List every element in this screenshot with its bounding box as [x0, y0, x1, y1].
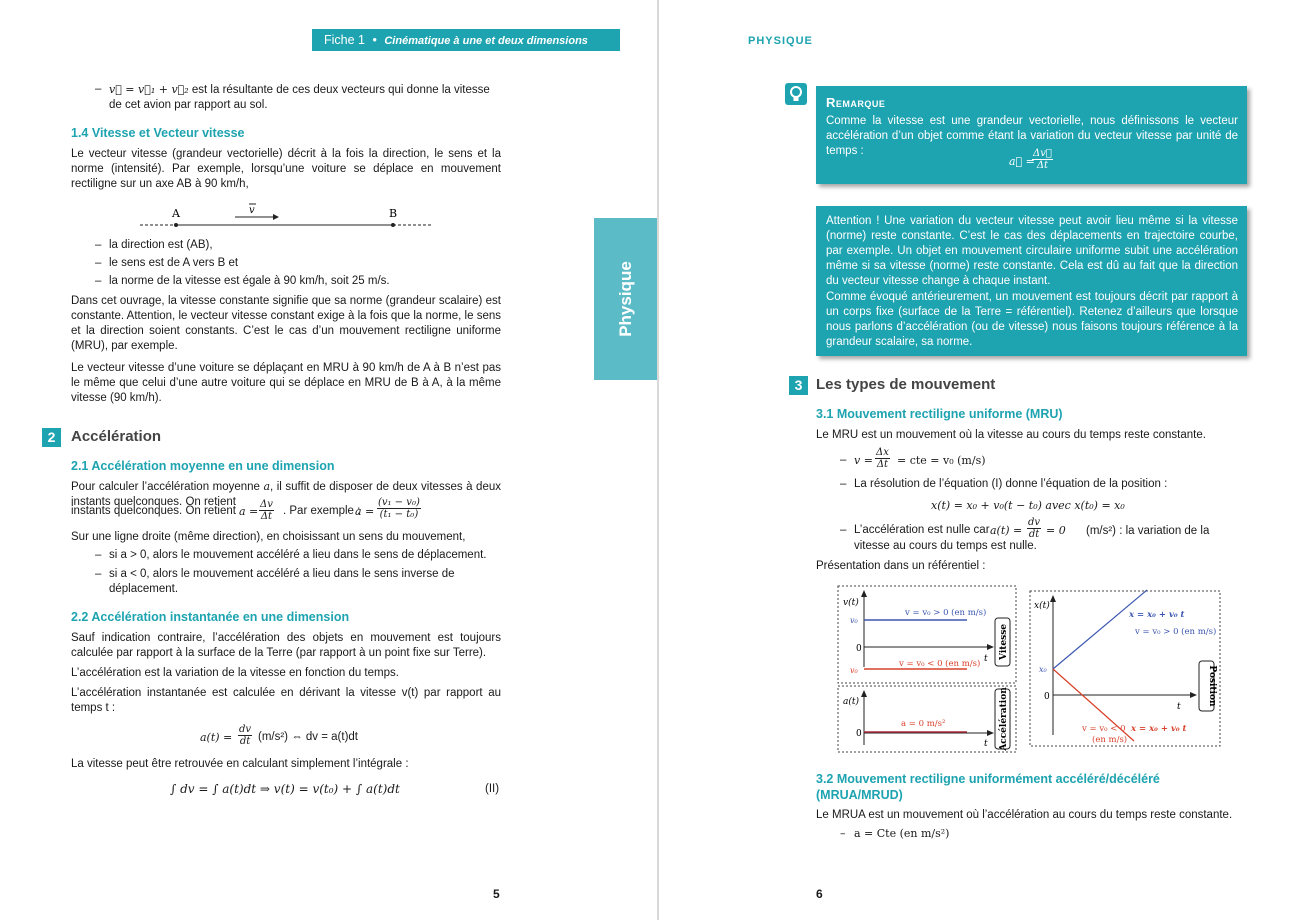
list-item: – le sens est de A vers B et [95, 256, 500, 271]
section-3-1-p2: Présentation dans un référentiel : [816, 560, 986, 572]
mru-velocity-item: – v = $\frac{\Delta x}{\Delta t}$ = cte = v₀ (m/s) [840, 447, 986, 470]
section-1-4-p3: Le vecteur vitesse d’une voiture se déplaçant en MRU à 90 km/h de A à B n’est pas le même que celui d’une autre voiture qui se déplace en MRU de B à A, à la même vitesse (90 km/h). [71, 362, 501, 404]
mean-accel-fraction: $\frac{\Delta v}{\Delta t}$ [260, 499, 273, 522]
x-negative-equation: x = x₀ + v₀ t [1131, 724, 1187, 734]
equation-tag-ii: (II) [485, 783, 500, 795]
derivative-equation: a(t) = $\frac{dv}{dt}$ (m/s²) ⇔ dv = a(t)dt [200, 724, 358, 747]
x-negative-unit: (en m/s) [1092, 735, 1128, 745]
section-3-number: 3 [789, 376, 808, 395]
intro-bullet [95, 82, 500, 113]
section-2-1-title: 2.1 Accélération moyenne en une dimension [71, 459, 335, 473]
section-2-2-p3: L’accélération instantanée est calculée en dérivant la vitesse v(t) par rapport au temps t : [71, 687, 501, 714]
section-1-4-p1: Le vecteur vitesse (grandeur vectorielle) décrit à la fois la direction, le sens et la norme (intensité). Par exemple, lorsqu’une voiture se déplace en mouvement rectiligne sur un axe AB à 90 km/h, [71, 148, 501, 190]
section-2-1-formulas: instants quelconques. On retient a = $\frac{\Delta v}{\Delta t}$ . Par exemple : a = $\frac{\text{(v₁ − v₀)}}{\text{(t₁ − t₀)}}$ [71, 497, 420, 522]
attention-p1: Attention ! Une variation du vecteur vitesse peut avoir lieu même si la vitesse (norme) reste constante. C’est le cas des déplacements en trajectoire courbe, par exemple. Un objet en mouvement circulaire uniforme subit une accélération même si sa vitesse (norme) reste constante. Cela est dû au fait que la direction du vecteur vitesse change à chaque instant. [826, 215, 1238, 287]
example-fraction: $\frac{\text{(v₁ − v₀)}}{\text{(t₁ − t₀)}}$ [378, 497, 420, 520]
fiche-header [312, 29, 620, 51]
section-3-2-p1: Le MRUA est un mouvement où l’accélération au cours du temps reste constante. [816, 809, 1233, 821]
section-2-2-p1: Sauf indication contraire, l’accélération des objets en mouvement est toujours calculée par rapport à la surface de la Terre (par rapport à un point fixe sur Terre). [71, 632, 501, 659]
section-1-4-p2: Dans cet ouvrage, la vitesse constante signifie que sa norme (grandeur scalaire) est constante. Attention, le vecteur vitesse constant exige à la fois que la norme, le sens et la direction soient constants. C’est le cas d’un mouvement rectiligne uniforme (MRU), par exemple. [71, 295, 501, 352]
physique-side-tab [594, 218, 657, 380]
v-positive-label: v = v₀ > 0 (en m/s) [905, 608, 987, 618]
fiche-number: Fiche 1 [324, 33, 365, 47]
section-3-1-title: 3.1 Mouvement rectiligne uniforme (MRU) [816, 407, 1063, 421]
fiche-title: Cinématique à une et deux dimensions [384, 35, 588, 47]
ab-axis-figure [140, 203, 435, 233]
x-zero-label: 0 [1044, 692, 1050, 702]
a-axis-label: a(t) [843, 697, 860, 707]
x-t-label: t [1177, 702, 1181, 712]
v0-label-bottom: v₀ [850, 666, 858, 675]
remark-text: Comme la vitesse est une grandeur vectorielle, nous définissons le vecteur accélération d’un objet comme étant la variation du vecteur vitesse par unité de temps : [826, 115, 1238, 157]
acceleration-tag-label: Accélération [999, 687, 1009, 751]
page-number-left: 5 [493, 887, 500, 901]
intro-text: est la résultante de ces deux vecteurs qui donne la vitesse de cet avion par rapport au sol. [109, 84, 490, 111]
physique-header: PHYSIQUE [748, 35, 813, 47]
vitesse-tag-label: Vitesse [999, 624, 1009, 660]
v-zero-label: 0 [856, 644, 862, 654]
section-2-1-list [95, 548, 500, 597]
x-negative-condition: v = v₀ < 0 [1082, 724, 1126, 734]
section-3-2-list [840, 826, 1240, 841]
x0-label: x₀ [1039, 665, 1047, 674]
point-a-label: A [172, 207, 180, 220]
section-3-title: Les types de mouvement [816, 376, 996, 393]
position-tag-label: Position [1207, 665, 1217, 707]
list-item: – a = Cte (en m/s²) [840, 826, 1240, 841]
lightbulb-icon [785, 83, 807, 105]
a-value-label: a = 0 m/s² [901, 719, 946, 729]
mru-accel-text: (m/s²) : la variation de la vitesse au cours du temps est nulle. [854, 525, 1210, 552]
section-2-number: 2 [42, 428, 61, 447]
remark-formula-fraction: $\frac{\Delta v⃗}{\Delta t}$ [1033, 148, 1052, 171]
section-2-1-p2: Sur une ligne droite (même direction), en choisissant un sens du mouvement, [71, 531, 466, 543]
x-axis-label: x(t) [1034, 601, 1050, 611]
v-t-label: t [984, 654, 988, 664]
mru-position-item: – La résolution de l’équation (I) donne l’équation de la position : [840, 477, 1240, 492]
v-axis-label: v(t) [843, 598, 859, 608]
v-negative-label: v = v₀ < 0 (en m/s) [899, 659, 981, 669]
list-item: – la direction est (AB), [95, 238, 500, 253]
section-2-title: Accélération [71, 428, 162, 445]
remark-title: Remarque [826, 95, 886, 110]
section-2-1-p1: Pour calculer l’accélération moyenne a, il suffit de disposer de deux vitesses à deux instants quelconques. On retient [71, 480, 501, 508]
vector-v-label: v [249, 205, 255, 216]
remark-formula-lhs: a⃗ = [1009, 155, 1035, 168]
section-1-4-title: 1.4 Vitesse et Vecteur vitesse [71, 126, 245, 140]
x-positive-equation: x = x₀ + v₀ t [1129, 610, 1185, 620]
section-1-4-list [95, 238, 500, 289]
resultant-formula: v⃗ = v⃗₁ + v⃗₂ [109, 83, 189, 96]
section-2-2-p4: La vitesse peut être retrouvée en calculant simplement l’intégrale : [71, 758, 409, 770]
page-number-right: 6 [816, 887, 823, 901]
position-graph-box [1030, 591, 1220, 746]
physique-tab-label: Physique [615, 261, 635, 337]
v0-label-top: v₀ [850, 616, 858, 625]
position-equation: x(t) = x₀ + v₀(t − t₀) avec x(t₀) = x₀ [931, 499, 1125, 512]
section-2-2-p2: L’accélération est la variation de la vitesse en fonction du temps. [71, 667, 399, 679]
attention-p2: Comme évoqué antérieurement, un mouvement est toujours décrit par rapport à un corps fixe (surface de la Terre = référentiel). Retenez d’ailleurs que lorsque nous parlons d’accélération (ou de vitesse) nous faisons toujours référence à la grandeur scalaire, sa norme. [826, 291, 1238, 348]
header-bullet: • [372, 33, 377, 47]
a-zero-label: 0 [856, 729, 862, 739]
section-3-2-title: 3.2 Mouvement rectiligne uniformément accéléré/décéléré (MRUA/MRUD) [816, 772, 1160, 802]
right-page [659, 0, 1310, 920]
x-positive-condition: v = v₀ > 0 (en m/s) [1135, 627, 1217, 637]
attention-box [816, 206, 1247, 356]
point-b-label: B [389, 207, 398, 220]
mru-accel-item: – L’accélération est nulle car a(t) = $\frac{dv}{dt}$ = 0 [840, 517, 1066, 540]
list-item: – la norme de la vitesse est égale à 90 km/h, soit 25 m/s. [95, 274, 500, 289]
x-positive-line [1053, 590, 1147, 669]
integral-equation: ∫ dv = ∫ a(t)dt ⇒ v(t) = v(t₀) + ∫ a(t)dt [170, 782, 400, 796]
section-3-1-p1: Le MRU est un mouvement où la vitesse au cours du temps reste constante. [816, 429, 1206, 441]
list-item: – si a < 0, alors le mouvement accéléré a lieu dans le sens inverse de déplacement. [95, 567, 500, 597]
a-t-label: t [984, 739, 988, 749]
remark-box [816, 86, 1247, 184]
section-2-2-title: 2.2 Accélération instantanée en une dimension [71, 610, 350, 624]
mru-graphs-figure [837, 585, 1227, 755]
list-item: – si a > 0, alors le mouvement accéléré a lieu dans le sens de déplacement. [95, 548, 500, 563]
